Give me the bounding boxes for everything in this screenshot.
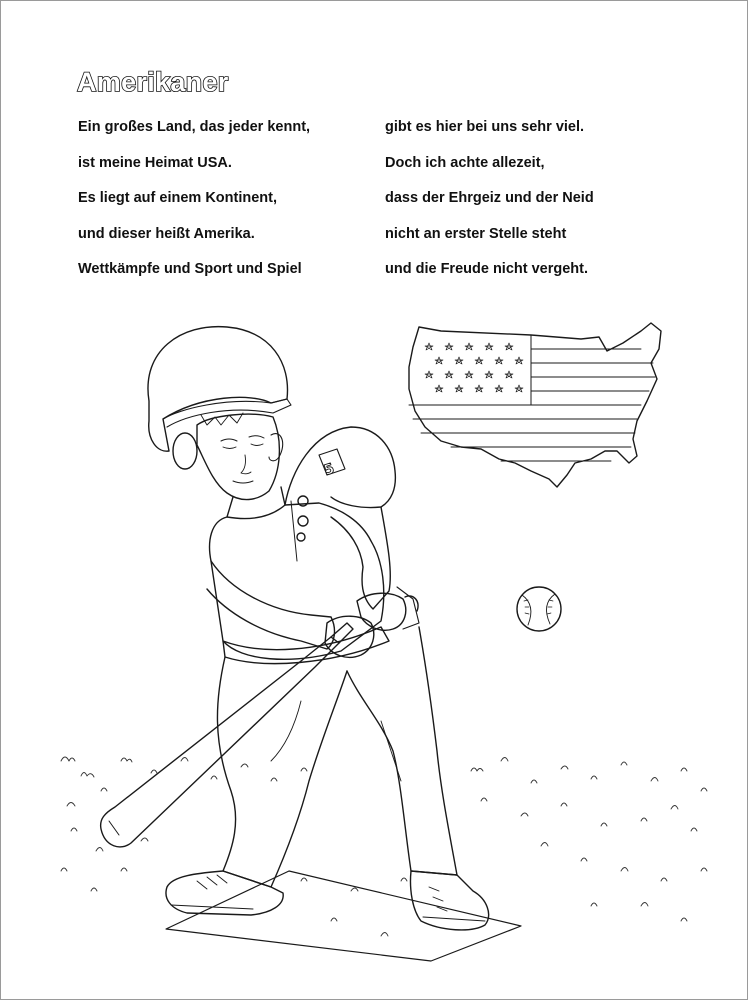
poem-line: nicht an erster Stelle steht xyxy=(385,225,567,242)
poem-line: gibt es hier bei uns sehr viel. xyxy=(385,119,585,135)
usa-flag-map xyxy=(409,323,661,487)
poem-line: dass der Ehrgeiz und der Neid xyxy=(385,190,594,206)
poem-line: Es liegt auf einem Kontinent, xyxy=(78,190,277,206)
poem-line: ist meine Heimat USA. xyxy=(78,154,232,171)
batters-box xyxy=(166,871,521,961)
illustration xyxy=(1,1,747,999)
poem-line: Ein großes Land, das jeder kennt, xyxy=(78,119,311,135)
poem-line: Doch ich achte allezeit, xyxy=(385,154,545,171)
page-title: Amerikaner xyxy=(77,67,229,97)
poem-line: und die Freude nicht vergeht. xyxy=(385,261,589,277)
jersey-number: 5 xyxy=(322,460,337,479)
baseball xyxy=(517,587,561,631)
grass-field xyxy=(61,757,707,936)
poem-line: und dieser heißt Amerika. xyxy=(78,225,255,242)
batter-boy xyxy=(148,327,489,930)
poem-line: Wettkämpfe und Sport und Spiel xyxy=(78,261,302,277)
